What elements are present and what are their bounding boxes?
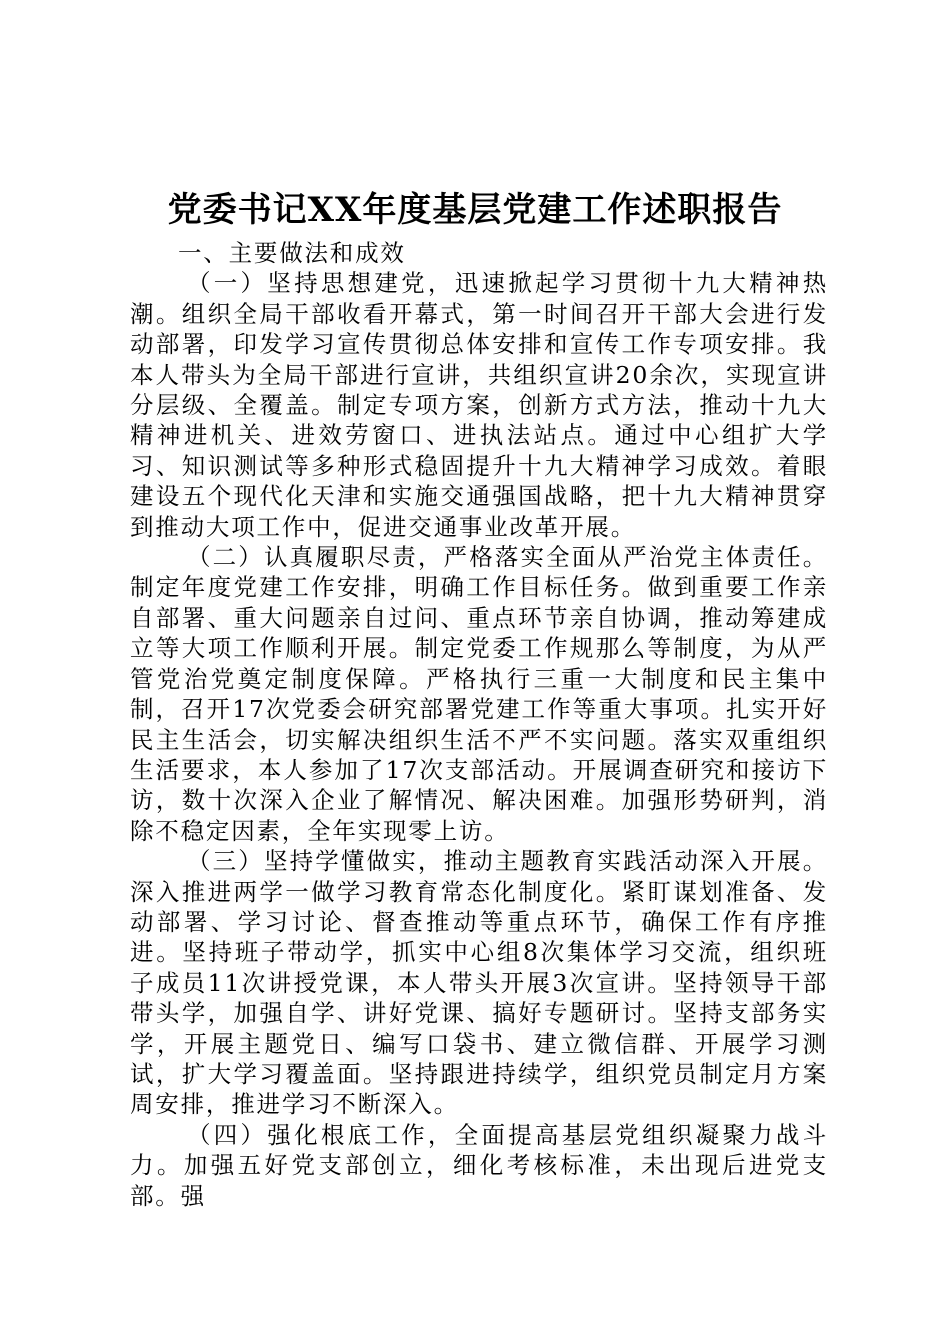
paragraph-4: （四）强化根底工作，全面提高基层党组织凝聚力战斗力。加强五好党支部创立，细化考核标准，未出现后进党支部。强 [130,1120,828,1210]
document-title: 党委书记XX年度基层党建工作述职报告 [167,190,783,230]
paragraph-1: （一）坚持思想建党，迅速掀起学习贯彻十九大精神热潮。组织全局干部收看开幕式，第一时间召开干部大会进行发动部署，印发学习宣传贯彻总体安排和宣传工作专项安排。我本人带头为全局干部进行宣讲，共组织宣讲20余次，实现宣讲分层级、全覆盖。制定专项方案，创新方式方法，推动十九大精神进机关、进效劳窗口、进执法站点。通过中心组扩大学习、知识测试等多种形式稳固提升十九大精神学习成效。着眼建设五个现代化天津和实施交通强国战略，把十九大精神贯穿到推动大项工作中，促进交通事业改革开展。 [130,269,828,541]
paragraph-2: （二）认真履职尽责，严格落实全面从严治党主体责任。制定年度党建工作安排，明确工作目标任务。做到重要工作亲自部署、重大问题亲自过问、重点环节亲自协调，推动筹建成立等大项工作顺利开展。制定党委工作规那么等制度，为从严管党治党奠定制度保障。严格执行三重一大制度和民主集中制，召开17次党委会研究部署党建工作等重大事项。扎实开好民主生活会，切实解决组织生活不严不实问题。落实双重组织生活要求，本人参加了17次支部活动。开展调查研究和接访下访，数十次深入企业了解情况、解决困难。加强形势研判，消除不稳定因素，全年实现零上访。 [130,543,828,845]
section-heading: 一、主要做法和成效 [178,239,406,267]
paragraph-3: （三）坚持学懂做实，推动主题教育实践活动深入开展。深入推进两学一做学习教育常态化制度化。紧盯谋划准备、发动部署、学习讨论、督查推动等重点环节，确保工作有序推进。坚持班子带动学，抓实中心组8次集体学习交流，组织班子成员11次讲授党课，本人带头开展3次宣讲。坚持领导干部带头学，加强自学、讲好党课、搞好专题研讨。坚持支部务实学，开展主题党日、编写口袋书、建立微信群、开展学习测试，扩大学习覆盖面。坚持跟进持续学，组织党员制定月方案周安排，推进学习不断深入。 [130,847,828,1119]
document-body [130,238,828,1211]
